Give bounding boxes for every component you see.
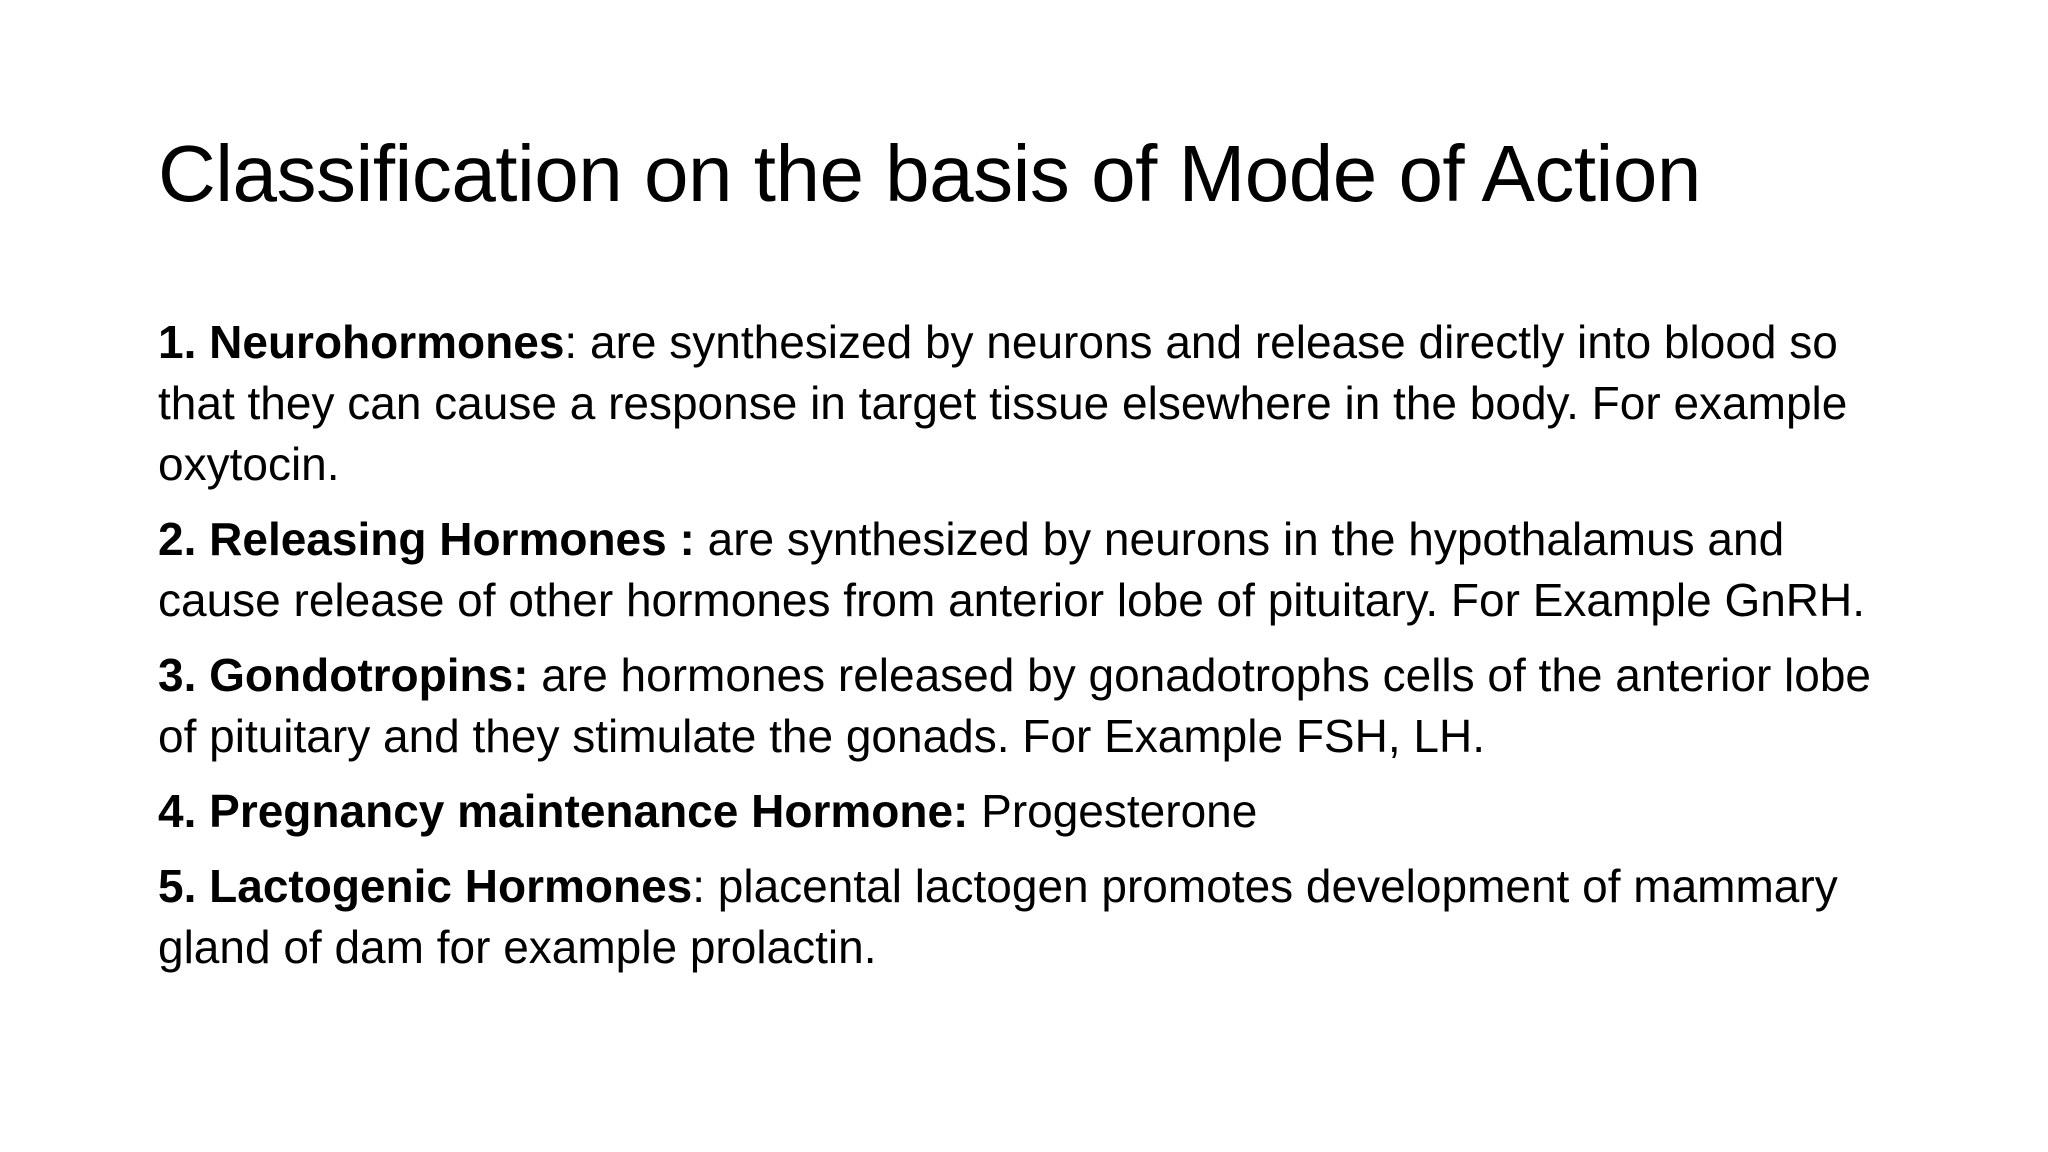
list-item-lactogenic-hormones — [158, 856, 1918, 978]
list-item-gondotropins — [158, 645, 1918, 767]
list-item-pregnancy-maintenance — [158, 781, 1918, 842]
term-label: 5. Lactogenic Hormones — [158, 860, 693, 912]
term-description: : placental lactogen promotes development of mammary gland of dam for example prolactin. — [158, 860, 1838, 973]
slide-title: Classification on the basis of Mode of Action — [158, 129, 1701, 218]
term-label: 1. Neurohormones — [158, 316, 565, 368]
list-item-neurohormones — [158, 312, 1918, 495]
term-label: 4. Pregnancy maintenance Hormone: — [158, 785, 969, 837]
term-label: 2. Releasing Hormones : — [158, 513, 695, 565]
list-item-releasing-hormones — [158, 509, 1918, 631]
term-label: 3. Gondotropins: — [158, 649, 529, 701]
content-list — [158, 312, 1918, 992]
term-description: : are synthesized by neurons and release directly into blood so that they can cause a response in target tissue elsewhere in the body. For example oxytocin. — [158, 316, 1848, 490]
term-description: are synthesized by neurons in the hypothalamus and cause release of other hormones from anterior lobe of pituitary. For Example GnRH. — [158, 513, 1866, 626]
term-description: are hormones released by gonadotrophs cells of the anterior lobe of pituitary and they stimulate the gonads. For Example FSH, LH. — [158, 649, 1872, 762]
term-description: Progesterone — [968, 785, 1258, 837]
